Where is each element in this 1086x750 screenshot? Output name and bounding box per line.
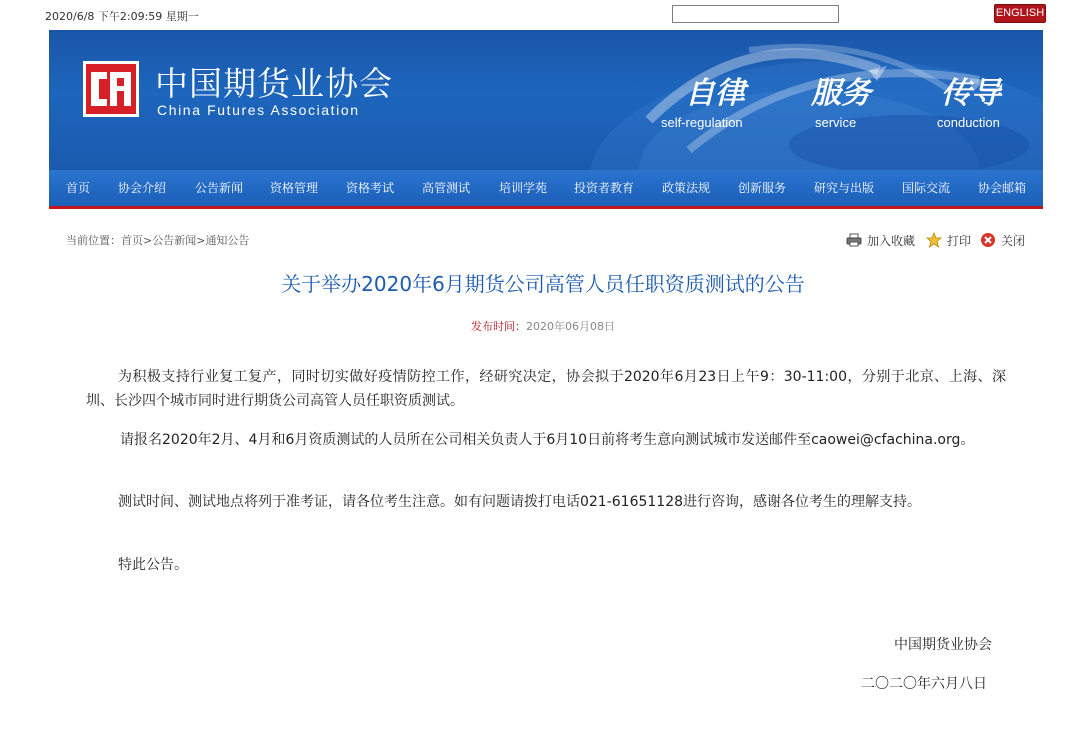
nav-item-international[interactable]: 国际交流 (902, 181, 951, 195)
main-nav (49, 170, 1043, 206)
cfa-logo (83, 61, 139, 117)
site-banner (49, 30, 1043, 170)
article-paragraph: 为积极支持行业复工复产，同时切实做好疫情防控工作，经研究决定，协会拟于2020年6月23日上午9：30-11:00，分别于北京、上海、深圳、长沙四个城市同时进行期货公司高管人员任职资质测试。 (86, 369, 1006, 409)
publish-date (0, 318, 1086, 334)
nav-item-news[interactable]: 公告新闻 (195, 181, 244, 195)
nav-item-home[interactable]: 首页 (66, 181, 91, 195)
printer-icon (846, 233, 862, 247)
publish-date-value: 2020年06月08日 (526, 320, 615, 333)
signature-org: 中国期货业协会 (894, 637, 992, 653)
org-name-cn: 中国期货业协会 (155, 64, 393, 103)
slogan-service-en: service (815, 115, 857, 130)
breadcrumb-prefix: 当前位置： (66, 234, 121, 247)
top-utility-bar (0, 0, 1086, 30)
breadcrumb-current[interactable]: 通知公告 (205, 234, 250, 247)
close-icon (980, 232, 996, 248)
bookmark-label: 加入收藏 (867, 233, 916, 248)
nav-item-executive-test[interactable]: 高管测试 (422, 181, 471, 195)
article-title: 关于举办2020年6月期货公司高管人员任职资质测试的公告 (281, 272, 805, 296)
breadcrumb-section[interactable]: 公告新闻 (152, 234, 197, 247)
publish-date-label: 发布时间： (471, 320, 526, 333)
article-paragraph: 请报名2020年2月、4月和6月资质测试的人员所在公司相关负责人于6月10日前将考生意向测试城市发送邮件至caowei@cfachina.org。 (120, 432, 975, 448)
current-datetime: 2020/6/8 下午2:09:59 星期一 (45, 10, 199, 23)
nav-item-innovation[interactable]: 创新服务 (738, 181, 787, 195)
search-input[interactable] (672, 5, 839, 23)
nav-item-qualification-exam[interactable]: 资格考试 (346, 181, 395, 195)
close-button[interactable] (980, 231, 1025, 249)
nav-item-about[interactable]: 协会介绍 (118, 181, 167, 195)
print-label: 打印 (947, 233, 972, 248)
print-button[interactable] (926, 231, 971, 249)
org-name-en: China Futures Association (157, 102, 360, 118)
cfa-logo-icon (86, 64, 136, 114)
breadcrumb-sep: > (143, 234, 153, 247)
nav-item-research[interactable]: 研究与出版 (814, 181, 875, 195)
article-paragraph: 特此公告。 (118, 557, 188, 573)
english-button[interactable]: ENGLISH (994, 4, 1046, 23)
slogan-self-regulation-en: self-regulation (661, 115, 743, 130)
nav-item-policy[interactable]: 政策法规 (662, 181, 711, 195)
slogan-conduction-cn: 传导 (941, 76, 1001, 111)
breadcrumb-home[interactable]: 首页 (121, 234, 143, 247)
close-label: 关闭 (1001, 233, 1026, 248)
signature-date: 二〇二〇年六月八日 (861, 676, 987, 692)
slogan-conduction-en: conduction (937, 115, 1000, 130)
breadcrumb-sep: > (196, 234, 206, 247)
breadcrumb (66, 232, 249, 248)
article-paragraph: 测试时间、测试地点将列于准考证，请各位考生注意。如有问题请拨打电话021-61651128进行咨询，感谢各位考生的理解支持。 (118, 494, 922, 510)
nav-item-qualification-mgmt[interactable]: 资格管理 (270, 181, 319, 195)
bookmark-button[interactable] (846, 231, 915, 249)
slogan-service-cn: 服务 (811, 76, 871, 111)
star-icon (926, 232, 942, 248)
nav-item-training[interactable]: 培训学苑 (499, 181, 548, 195)
slogan-self-regulation-cn: 自律 (685, 76, 745, 111)
nav-item-investor-education[interactable]: 投资者教育 (574, 181, 635, 195)
nav-divider (49, 206, 1043, 209)
nav-item-mailbox[interactable]: 协会邮箱 (978, 181, 1027, 195)
